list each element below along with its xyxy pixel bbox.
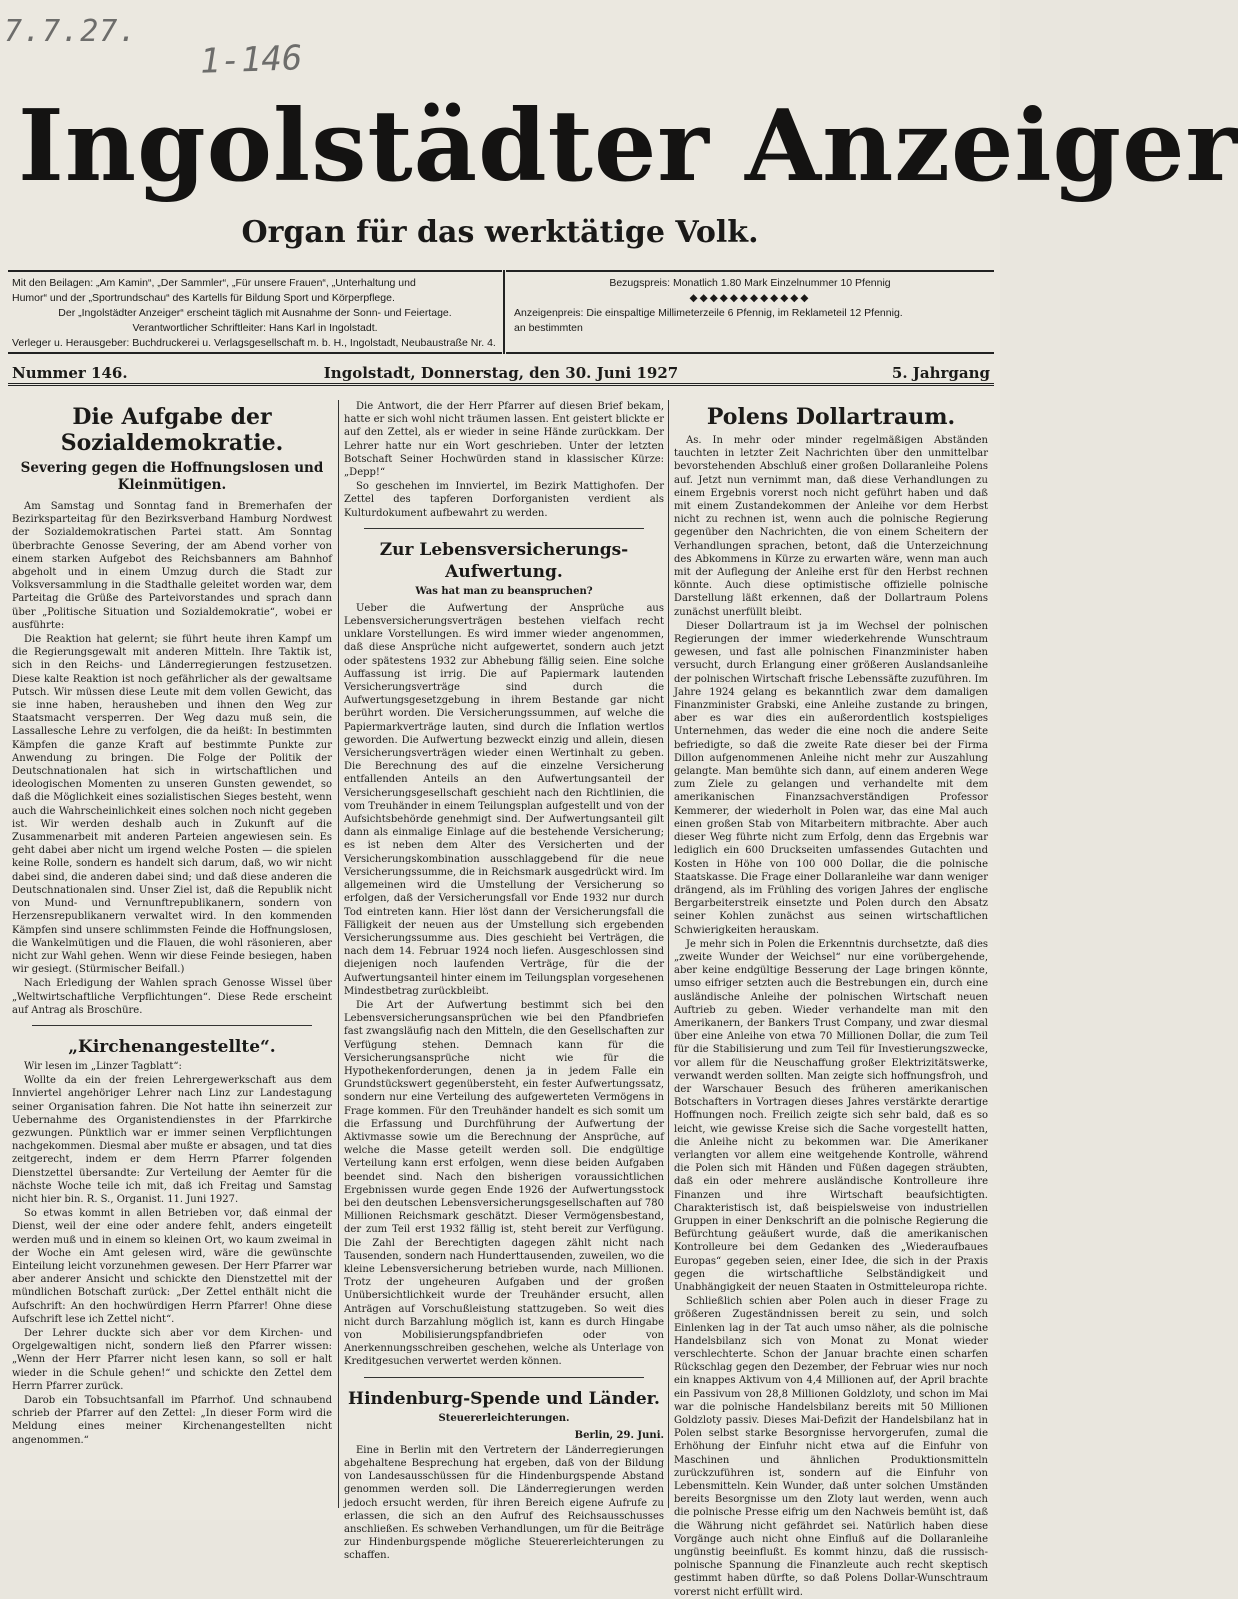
issue-number: Nummer 146. <box>12 364 128 382</box>
article-paragraph: Die Art der Aufwertung bestimmt sich bei den Lebensversicherungsansprüchen wie bei den Pfandbriefen fast zwangsläufig nach den Mitteln, die den Gesellschaften zur Verfügung stehen. Demnach kann für die Versicherungsansprüche nicht wie für die Hypothekenforderungen, denen ja in jedem Falle ein Grundstückswert gegenübersteht, ein fester Aufwertungssatz, sondern nur eine Verteilung des aufgewerteten Vermögens in Frage kommen. Für den Treuhänder handelt es sich somit um die Erfassung und Durchführung der Aufwertung der Aktivmasse sowie um die Berechnung der Ansprüche, auf welche die Masse geteilt werden soll. Die endgültige Verteilung kann erst erfolgen, wenn diese beiden Aufgaben beendet sind. Nach den bisherigen voraussichtlichen Ergebnissen wurde gegen Ende 1926 der Aufwertungsstock bei den deutschen Lebensversicherungsgesellschaften auf 780 Millionen Reichsmark geschätzt. Dieser Vermögensbestand, der zum Teil erst 1932 fällig ist, steht bereit zur Verfügung. Die Zahl der Berechtigten dagegen zählt nicht nach Tausenden, sondern nach Hunderttausenden, zuweilen, wo die kleine Lebensversicherung betrieben wurde, nach Millionen. Trotz der ungeheuren Aufgaben und der großen Unübersichtlichkeit wurde der Treuhänder ersucht, allen Anträgen auf Vorschußleistung stattzugeben. So weit dies nicht durch Barzahlung möglich ist, kann es durch Hingabe von Mobilisierungspfandbriefen oder von Anerkennungsschreiben geschehen, welche als Unterlage von Kreditgesuchen verwertet werden können. <box>344 999 664 1368</box>
column-2 <box>344 400 664 1562</box>
article-paragraph: As. In mehr oder minder regelmäßigen Abständen tauchten in letzter Zeit Nachrichten über den unmittelbar bevorstehenden Abschluß einer großen Dollaranleihe Polens auf. Jetzt nun vernimmt man, daß diese Verhandlungen zu einem Ergebnis vorerst noch nicht geführt haben und daß mit einem Zustandekommen der Anleihe vor dem Herbst nicht zu rechnen ist, wenn auch die polnische Regierung gegenüber den Nachrichten, die von einem Scheitern der Verhandlungen sprachen, betont, daß die Unterzeichnung des Abkommens in Kürze zu erwarten wäre, wenn man auch mit der Auflegung der Anleihe erst für den Herbst rechnen könnte. Auch diese optimistische offizielle polnische Darstellung läßt erkennen, daß der Dollartraum Polens zunächst unerfüllt bleibt. <box>674 435 988 618</box>
issue-volume: 5. Jahrgang <box>891 364 990 382</box>
article-headline: Zur Lebensversicherungs-Aufwertung. <box>379 539 629 582</box>
article-subhead: Was hat man zu beanspruchen? <box>415 585 593 597</box>
info-line: Humor“ und der „Sportrundschau“ des Kartells für Bildung Sport und Körperpflege. <box>12 292 395 304</box>
price-info <box>506 270 994 354</box>
dateline <box>8 360 994 386</box>
handwritten-note-date: 7.7.27. <box>4 14 138 49</box>
article-paragraph: Eine in Berlin mit den Vertretern der Länderregierungen abgehaltene Besprechung hat ergeben, daß von der Bildung von Landesausschüssen für die Hindenburgspende Abstand genommen werden soll. Die Länderregierungen werden jedoch ersucht werden, für ihren Bereich eigene Aufrufe zu erlassen, die sich an den Aufruf des Reichsausschusses anschließen. Es schweben Verhandlungen, um für die Beiträge zur Hindenburgspende mögliche Steuererleichterungen zu schaffen. <box>344 1444 664 1562</box>
ornament: ◆◆◆◆◆◆◆◆◆◆◆◆ <box>689 292 811 304</box>
article-paragraph: Ueber die Aufwertung der Ansprüche aus Lebensversicherungsverträgen bestehen vielfach recht unklare Vorstellungen. Es wird immer wieder angenommen, daß diese Ansprüche nicht aufgewertet, sondern auch jetzt oder spätestens 1932 zur Abhebung fällig seien. Eine solche Auffassung ist irrig. Die auf Papiermark lautenden Versicherungsverträge sind durch die Aufwertungsgesetzgebung in ihrem Bestande gar nicht berührt worden. Die Versicherungssummen, auf welche die Papiermarkverträge lauten, sind durch die Inflation wertlos geworden. Die Aufwertung bezweckt einzig und allein, diesen Versicherungsverträgen wieder einen Wertinhalt zu geben. Die Berechnung des auf die einzelne Versicherung entfallenden Anteils an den Aufwertungsanteil der Versicherungsgesellschaft geschieht nach den Richtlinien, die vom Treuhänder in einem Teilungsplan aufgestellt und von der Aufsichtsbehörde genehmigt sind. Der Aufwertungsanteil gilt dann als einmalige Einlage auf die bestehende Versicherung; es ist neben dem Alter des Versicherten und der Versicherungskombination ausschlaggebend für die neue Versicherungssumme, die in Reichsmark ausgedrückt wird. Im allgemeinen wird die Umstellung der Versicherung so erfolgen, daß der Versicherungsfall vor Ende 1932 nur durch Tod eintreten kann. Hier löst dann der Versicherungsfall die Fälligkeit der neuen aus der Umstellung sich ergebenden Versicherungssumme aus. Dies geschieht bei Verträgen, die nach dem 14. Februar 1924 noch liefen. Ausgeschlossen sind diejenigen noch laufenden Verträge, für die der Aufwertungsanteil hinter einem im Teilungsplan vorgesehenen Mindestbetrag zurückbleibt. <box>344 602 664 997</box>
price-line: Bezugspreis: Monatlich 1.80 Mark Einzelnummer 10 Pfennig <box>609 277 891 289</box>
article-separator <box>364 528 644 529</box>
article-paragraph: So geschehen im Innviertel, im Bezirk Mattighofen. Der Zettel des tapferen Dorforganisten verdient als Kulturdokument aufbewahrt zu werden. <box>344 481 664 519</box>
article-paragraph: Die Antwort, die der Herr Pfarrer auf diesen Brief bekam, hatte er sich wohl nicht träumen lassen. Ent geistert blickte er auf den Zettel, als er wieder in seine Hände zurückkam. Der Lehrer hatte nur ein Wort geschrieben. Unter der letzten Botschaft Seiner Hochwürden stand in klassischer Kürze: „Depp!“ <box>344 401 664 479</box>
article-paragraph: Wir lesen im „Linzer Tagblatt“: <box>24 1060 182 1072</box>
info-line: Verantwortlicher Schriftleiter: Hans Karl in Ingolstadt. <box>132 322 378 334</box>
masthead-title: Ingolstädter Anzeiger <box>18 89 1238 204</box>
handwritten-note-number: 1-146 <box>199 38 304 82</box>
issue-date: Ingolstadt, Donnerstag, den 30. Juni 1927 <box>323 364 679 382</box>
article-paragraph: Die Reaktion hat gelernt; sie führt heute ihren Kampf um die Regierungsgewalt mit anderen Mitteln. Ihre Taktik ist, sich in den Reichs- und Länderregierungen festzusetzen. Diese kalte Reaktion ist noch gefährlicher als der gewaltsame Putsch. Wir müssen diese Leute mit dem vollen Gewicht, das sie inne haben, herausheben und ihnen den Weg zur Staatsmacht versperren. Der Weg dazu muß sein, die Lassallesche Lehre zu verfolgen, die da heißt: In bestimmten Kämpfen die ganze Kraft auf bestimmte Punkte zur Anwendung zu bringen. Die Folge der Politik der Deutschnationalen hat sich in wirtschaftlichen und ideologischen Momenten zu unseren Gunsten gewendet, so daß die Möglichkeit eines sozialistischen Sieges besteht, wenn auch die Wahrscheinlichkeit eines solchen noch nicht gegeben ist. Wir werden deshalb auch in Zukunft auf die Zusammenarbeit mit anderen Parteien angewiesen sein. Es geht dabei aber nicht um irgend welche Posten — die spielen keine Rolle, sondern es handelt sich darum, daß, wo wir nicht dabei sind, die anderen dabei sind; und daß diese anderen die Deutschnationalen sind. Unser Ziel ist, daß die Republik nicht von Mund- und Vernunftrepublikanern, sondern von Herzensrepublikanern verwaltet wird. In den kommenden Kämpfen sind unsere schlimmsten Feinde die Hoffnungslosen, die Wankelmütigen und die Flauen, die wohl räsonieren, aber nicht zur Wahl gehen. Wenn wir diese Feinde besiegen, haben wir gesiegt. (Stürmischer Beifall.) <box>12 634 332 976</box>
info-line: Der „Ingolstädter Anzeiger“ erscheint täglich mit Ausnahme der Sonn- und Feiertage. <box>58 307 452 319</box>
article-separator <box>364 1377 644 1378</box>
article-paragraph: Wollte da ein der freien Lehrergewerkschaft aus dem Innviertel angehöriger Lehrer nach Linz zur Landestagung seiner Organisation fahren. Die Not hatte ihn seinerzeit zur Uebernahme des Organistendienstes in der Pfarrkirche gezwungen. Pünktlich war er immer seinen Verpflichtungen nachgekommen. Diesmal aber mußte er absagen, und tat dies zeitgerecht, indem er dem Herrn Pfarrer folgenden Dienstzettel übersandte: Zur Verteilung der Aemter für die nächste Woche teile ich mit, daß ich Freitag und Samstag nicht hier bin. R. S., Organist. 11. Juni 1927. <box>12 1075 332 1205</box>
article-headline: Die Aufgabe der Sozialdemokratie. <box>60 404 284 456</box>
column-rule <box>668 400 669 1508</box>
article-subhead: Steuererleichterungen. <box>438 1412 570 1424</box>
article-paragraph: Darob ein Tobsuchtsanfall im Pfarrhof. Und schnaubend schrieb der Pfarrer auf den Zettel: „In dieser Form wird die Meldung eines meiner Kirchenangestellten nicht angenommen.“ <box>12 1395 332 1446</box>
article-headline: „Kirchenangestellte“. <box>68 1036 276 1057</box>
publisher-info <box>8 270 502 354</box>
article-paragraph: Am Samstag und Sonntag fand in Bremerhafen der Bezirksparteitag für den Bezirksverband Hamburg Nordwest der Sozialdemokratischen Partei statt. Am Sonntag überbrachte Genosse Severing, der am Abend vorher von einem starken Aufgebot des Reichsbanners am Bahnhof abgeholt und in einem Umzug durch die Stadt zur Volksversammlung in die Stadthalle geleitet worden war, dem Parteitag die Grüße des Parteivorstandes und sprach dann über „Politische Situation und Sozialdemokratie“, wobei er ausführte: <box>12 501 332 631</box>
info-line: Verleger u. Herausgeber: Buchdruckerei u. Verlagsgesellschaft m. b. H., Ingolstadt, Neubaustraße Nr. 4. <box>12 337 496 349</box>
article-paragraph: Nach Erledigung der Wahlen sprach Genosse Wissel über „Weltwirtschaftliche Verpflichtungen“. Diese Rede erscheint auf Antrag als Broschüre. <box>12 978 332 1016</box>
column-1 <box>12 400 332 1508</box>
price-line: an bestimmten <box>514 322 583 334</box>
article-headline: Polens Dollartraum. <box>706 404 956 430</box>
info-line: Mit den Beilagen: „Am Kamin“, „Der Sammler“, „Für unsere Frauen“, „Unterhaltung und <box>12 277 416 289</box>
column-rule <box>338 400 339 1508</box>
article-paragraph: So etwas kommt in allen Betrieben vor, daß einmal der Dienst, weil der eine oder andere fehlt, anders eingeteilt werden muß und in einem so kleinen Ort, wo kaum zweimal in der Woche ein Amt gelesen wird, wäre die gewünschte Einteilung leicht vorzunehmen gewesen. Der Herr Pfarrer war aber anderer Ansicht und schickte den Dienstzettel mit der mündlichen Botschaft zurück: „Der Zettel enthält nicht die Aufschrift: An den hochwürdigen Herrn Pfarrer! Ohne diese Aufschrift lese ich Zettel nicht“. <box>12 1208 332 1325</box>
info-divider <box>503 270 505 354</box>
article-headline: Hindenburg-Spende und Länder. <box>348 1388 660 1409</box>
masthead-subtitle: Organ für das werktätige Volk. <box>241 215 759 250</box>
article-subhead: Severing gegen die Hoffnungslosen und Kleinmütigen. <box>20 460 324 493</box>
price-line: Anzeigenpreis: Die einspaltige Millimeterzeile 6 Pfennig, im Reklameteil 12 Pfennig. <box>514 307 903 319</box>
article-separator <box>32 1025 312 1026</box>
article-paragraph: Der Lehrer duckte sich aber vor dem Kirchen- und Orgelgewaltigen nicht, sondern ließ den Pfarrer wissen: „Wenn der Herr Pfarrer nicht lesen kann, so soll er halt wieder in die Schule gehen!“ und schickte den Zettel dem Herrn Pfarrer zurück. <box>12 1327 332 1392</box>
column-3 <box>674 400 988 1598</box>
article-dateline: Berlin, 29. Juni. <box>574 1429 664 1441</box>
article-paragraph: Schließlich schien aber Polen auch in dieser Frage zu größeren Zugeständnissen bereit zu sein, und solch Einlenken lag in der Tat auch umso näher, als die polnische Handelsbilanz sich von Monat zu Monat wieder verschlechterte. Schon der Januar brachte einen scharfen Rückschlag gegen den Dezember, der Februar wies nur noch ein knappes Aktivum von 4,4 Millionen auf, der April brachte ein Passivum von 28,8 Millionen Goldzloty, und schon im Mai war die polnische Handelsbilanz bereits mit 50 Millionen Goldzloty passiv. Dieses Mai-Defizit der Handelsbilanz hat in Polen selbst starke Besorgnisse hervorgerufen, zumal die Erhöhung der Einfuhr nicht etwa auf die Einfuhr von Maschinen und ähnlichen Produktionsmitteln zurückzuführen ist, sondern auf die Einfuhr von Lebensmitteln. Kein Wunder, daß unter solchen Umständen bereits Besorgnisse um den Zloty laut werden, wenn auch die polnische Presse eifrig um den Nachweis bemüht ist, daß die Währung nicht gefährdet sei. Natürlich haben diese Vorgänge auch nicht ohne Einfluß auf die Dollaranleihe ungünstig beeinflußt. Es kommt hinzu, daß die russisch-polnische Spannung die Finanzleute auch recht skeptisch gestimmt haben dürfte, so daß Polens Dollar-Wunschtraum vorerst nicht erfüllt wird. <box>674 1296 988 1598</box>
article-paragraph: Dieser Dollartraum ist ja im Wechsel der polnischen Regierungen der immer wiederkehrende Wunschtraum gewesen, und fast alle polnischen Finanzminister haben versucht, durch Erlangung einer größeren Auslandsanleihe der polnischen Wirtschaft frische Lebenssäfte zuzuführen. Im Jahre 1924 gelang es bekanntlich zwar dem damaligen Finanzminister Grabski, eine Anleihe zustande zu bringen, aber es war dies ein außerordentlich kostspieliges Unternehmen, das weder die eine noch die andere Seite befriedigte, so daß die zweite Rate dieser bei der Firma Dillon aufgenommenen Anleihe nicht mehr zur Auszahlung gelangte. Man bemühte sich dann, auf einem anderen Wege zum Ziele zu gelangen und verhandelte mit dem amerikanischen Finanzsachverständigen Professor Kemmerer, der wiederholt in Polen war, das eine Mal auch einen großen Stab von Mitarbeitern mitbrachte. Aber auch dieser Weg führte nicht zum Erfolg, denn das Ergebnis war lediglich ein 600 Druckseiten umfassendes Gutachten und Kosten in Höhe von 100 000 Dollar, die die polnische Staatskasse. Die Frage einer Dollaranleihe war dann weniger drängend, als im Frühling des vorigen Jahres der englische Bergarbeiterstreik einsetzte und Polen durch den Absatz seiner Kohlen zunächst aus seinen wirtschaftlichen Schwierigkeiten herauskam. <box>674 620 988 936</box>
article-paragraph: Je mehr sich in Polen die Erkenntnis durchsetzte, daß dies „zweite Wunder der Weichsel“ nur eine vorübergehende, aber keine endgültige Besserung der Lage bringen könnte, umso eifriger setzten auch die Bestrebungen ein, durch eine ausländische Anleihe der polnischen Wirtschaft neuen Auftrieb zu geben. Wieder verhandelte man mit den Amerikanern, der Bankers Trust Company, und zwar diesmal über eine Anleihe von etwa 70 Millionen Dollar, die zum Teil für die Stabilisierung und zum Teil für Investierungszwecke, vor allem für die Neuschaffung großer Elektrizitätswerke, verwandt werden sollten. Man zeigte sich hoffnungsfroh, und der Warschauer Besuch des früheren amerikanischen Botschafters in Vortragen dieses Jahres verstärkte derartige Hoffnungen noch. Freilich zeigte sich sehr bald, daß es so leicht, wie gewisse Kreise sich die Sache vorgestellt hatten, die Anleihe nicht zu bekommen war. Die Amerikaner verlangten vor allem eine weitgehende Kontrolle, während die Polen sich mit Händen und Füßen dagegen sträubten, daß ein oder mehrere ausländische Kontrolleure ihre Finanzen und ihre Wirtschaft beaufsichtigten. Charakteristisch ist, daß beispielsweise von industriellen Gruppen in einer Denkschrift an die polnische Regierung die Befürchtung geäußert wurde, daß die amerikanischen Kontrolleure bei dem Gedanken des „Wiederaufbaues Europas“ gegeben seien, einer Idee, die sich in der Praxis gegen die wirtschaftliche Selbständigkeit und Unabhängigkeit der neuen Staaten in Ostmitteleuropa richte. <box>674 938 988 1293</box>
